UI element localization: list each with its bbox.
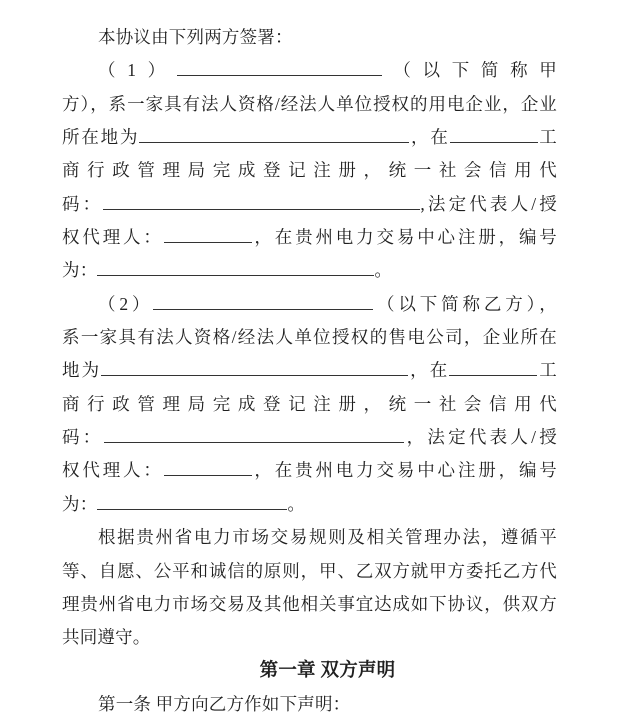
party-b-line-6 <box>62 454 557 487</box>
party-b-line-4 <box>62 388 557 421</box>
line-text: 码： <box>62 427 104 448</box>
preamble-line-3 <box>62 588 557 621</box>
intro-line <box>62 21 557 54</box>
line-text: （以下简称甲 <box>381 60 558 81</box>
fill-in-blank <box>153 293 373 310</box>
line-text: 码： <box>62 193 104 214</box>
line-text: （1） <box>98 60 177 81</box>
line-text: ，法定代表人/授 <box>403 427 557 448</box>
fill-in-blank <box>450 126 538 143</box>
fill-in-blank <box>97 493 287 510</box>
line-text: （2） <box>98 293 154 314</box>
line-text: ，在贵州电力交易中心注册，编号 <box>251 227 557 248</box>
line-text: 第一章 双方声明 <box>259 660 396 681</box>
line-text: ，在 <box>409 127 450 148</box>
party-b-line-5 <box>62 421 557 454</box>
line-text: 。 <box>374 260 393 281</box>
line-text: 工 <box>537 360 558 381</box>
party-a-line-3 <box>62 121 557 154</box>
line-text: 等、自愿、公平和诚信的原则，甲、乙双方就甲方委托乙方代 <box>62 560 557 581</box>
line-text: 工 <box>537 127 557 148</box>
line-text: 商行政管理局完成登记注册，统一社会信用代 <box>62 393 557 414</box>
party-a-line-2 <box>62 88 557 121</box>
fill-in-blank <box>139 126 409 143</box>
party-a-line-5 <box>62 188 557 221</box>
preamble-line-1 <box>62 521 557 554</box>
line-text: 理贵州省电力市场交易及其他相关事宜达成如下协议，供双方 <box>62 593 557 614</box>
party-a-line-7 <box>62 254 557 287</box>
fill-in-blank <box>104 426 404 443</box>
party-a-line-6 <box>62 221 557 254</box>
fill-in-blank <box>97 259 374 276</box>
fill-in-blank <box>177 59 382 76</box>
fill-in-blank <box>449 359 537 376</box>
line-text: ，在 <box>408 360 450 381</box>
party-b-line-2 <box>62 321 557 354</box>
preamble-line-2 <box>62 555 557 588</box>
fill-in-blank <box>164 459 252 476</box>
line-text: 为： <box>62 260 98 281</box>
line-text: 方），系一家具有法人资格/经法人单位授权的用电企业，企业 <box>62 93 557 114</box>
line-text: 本协议由下列两方签署： <box>98 27 293 47</box>
line-text: 权代理人： <box>62 460 164 481</box>
party-b-line-7 <box>62 488 557 521</box>
line-text: ，在贵州电力交易中心注册，编号 <box>251 460 557 481</box>
line-text: 权代理人： <box>62 227 164 248</box>
party-a-line-1 <box>62 54 557 87</box>
fill-in-blank <box>103 193 420 210</box>
document-page <box>62 21 557 721</box>
party-b-line-3 <box>62 354 557 387</box>
line-text: 共同遵守。 <box>62 627 151 648</box>
party-a-line-4 <box>62 154 557 187</box>
line-text: 商行政管理局完成登记注册，统一社会信用代 <box>62 160 557 181</box>
article-1-line <box>62 688 557 721</box>
line-text: ,法定代表人/授 <box>420 193 558 214</box>
line-text: 系一家具有法人资格/经法人单位授权的售电公司，企业所在 <box>62 327 557 348</box>
fill-in-blank <box>164 226 252 243</box>
line-text: （以下简称乙方）， <box>373 293 557 314</box>
line-text: 所在地为 <box>62 127 140 148</box>
line-text: 地为 <box>62 360 102 381</box>
line-text: 第一条 甲方向乙方作如下声明： <box>98 693 351 714</box>
fill-in-blank <box>101 359 408 376</box>
line-text: 。 <box>287 493 306 514</box>
line-text: 根据贵州省电力市场交易规则及相关管理办法，遵循平 <box>98 527 557 548</box>
chapter-heading <box>62 655 557 688</box>
party-b-line-1 <box>62 288 557 321</box>
preamble-line-4 <box>62 621 557 654</box>
line-text: 为： <box>62 493 98 514</box>
